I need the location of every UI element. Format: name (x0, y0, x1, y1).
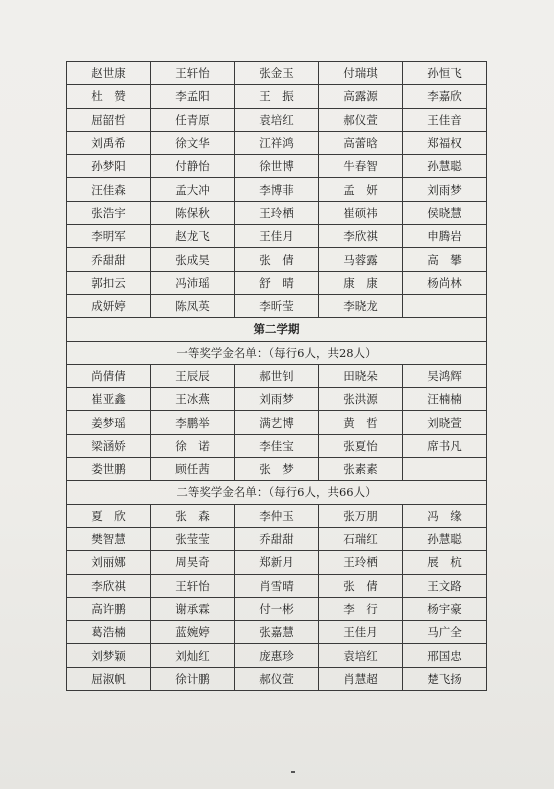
table-cell: 刘禹希 (67, 131, 151, 154)
table-cell: 高 攀 (403, 248, 487, 271)
table-cell: 王辰辰 (151, 364, 235, 387)
table-cell: 付一彬 (235, 597, 319, 620)
table-cell: 牛春智 (319, 155, 403, 178)
table-cell: 王轩怡 (151, 574, 235, 597)
table-cell: 刘灿红 (151, 644, 235, 667)
table-cell: 葛浩楠 (67, 621, 151, 644)
table-cell: 郝仪萱 (235, 667, 319, 690)
table-row (67, 271, 487, 294)
table-cell: 江祥鸿 (235, 131, 319, 154)
list-heading-row (67, 481, 487, 504)
table-cell: 高露源 (319, 85, 403, 108)
table-row (67, 294, 487, 317)
table-cell: 侯晓慧 (403, 201, 487, 224)
table-cell: 孟大冲 (151, 178, 235, 201)
table-row (67, 155, 487, 178)
table-cell: 袁培红 (319, 644, 403, 667)
table-row (67, 574, 487, 597)
table-cell: 汪楠楠 (403, 388, 487, 411)
table-cell: 李欣祺 (319, 225, 403, 248)
table-cell: 王 振 (235, 85, 319, 108)
table-cell: 王玲栖 (235, 201, 319, 224)
table-cell: 陈凤英 (151, 294, 235, 317)
table-cell: 杨尚林 (403, 271, 487, 294)
table-cell: 李晓龙 (319, 294, 403, 317)
table-cell: 任青原 (151, 108, 235, 131)
table-cell: 李仲玉 (235, 504, 319, 527)
table-row (67, 178, 487, 201)
table-cell: 肖雪晴 (235, 574, 319, 597)
table-cell: 袁培红 (235, 108, 319, 131)
table-cell: 石瑞红 (319, 527, 403, 550)
table-cell: 郑福权 (403, 131, 487, 154)
table-cell (403, 294, 487, 317)
table-cell: 李明军 (67, 225, 151, 248)
table-cell: 乔甜甜 (67, 248, 151, 271)
table-cell: 夏 欣 (67, 504, 151, 527)
table-cell: 孟 妍 (319, 178, 403, 201)
table-cell: 赵世康 (67, 62, 151, 85)
table-cell: 孙梦阳 (67, 155, 151, 178)
table-cell: 李佳宝 (235, 434, 319, 457)
table-cell: 崔硕祎 (319, 201, 403, 224)
table-cell: 展 杭 (403, 551, 487, 574)
table-cell: 张金玉 (235, 62, 319, 85)
table-cell: 肖慧超 (319, 667, 403, 690)
table-cell: 舒 晴 (235, 271, 319, 294)
table-cell: 张洪源 (319, 388, 403, 411)
table-cell: 谢承霖 (151, 597, 235, 620)
table-cell: 王佳音 (403, 108, 487, 131)
list-heading: 二等奖学金名单：（每行6人，共66人） (67, 481, 487, 504)
table-cell: 徐世博 (235, 155, 319, 178)
table-cell: 成妍婷 (67, 294, 151, 317)
table-cell: 周昊奇 (151, 551, 235, 574)
table-cell: 刘梦颖 (67, 644, 151, 667)
table-cell: 刘晓萱 (403, 411, 487, 434)
section-title-row (67, 318, 487, 341)
table-cell: 李博菲 (235, 178, 319, 201)
table-cell: 高蕾晗 (319, 131, 403, 154)
table-cell: 庞惠珍 (235, 644, 319, 667)
table-cell: 张 倩 (319, 574, 403, 597)
table-cell: 崔亚鑫 (67, 388, 151, 411)
table-row (67, 621, 487, 644)
table-cell: 康 康 (319, 271, 403, 294)
table-cell: 张莹莹 (151, 527, 235, 550)
table-cell: 蓝婉婷 (151, 621, 235, 644)
table-cell: 张 梦 (235, 458, 319, 481)
table-cell: 孙恒飞 (403, 62, 487, 85)
table-cell: 姜梦瑶 (67, 411, 151, 434)
table-cell: 尚倩倩 (67, 364, 151, 387)
table-cell: 顾任茜 (151, 458, 235, 481)
table-cell: 李 行 (319, 597, 403, 620)
table-row (67, 411, 487, 434)
table-cell: 张夏怡 (319, 434, 403, 457)
scholarship-table (66, 61, 487, 691)
table-cell: 娄世鹏 (67, 458, 151, 481)
table-cell: 王佳月 (235, 225, 319, 248)
table-cell: 刘雨梦 (403, 178, 487, 201)
table-cell: 张 森 (151, 504, 235, 527)
table-cell: 冯沛瑶 (151, 271, 235, 294)
table-cell: 李孟阳 (151, 85, 235, 108)
table-cell: 赵龙飞 (151, 225, 235, 248)
table-cell: 王文路 (403, 574, 487, 597)
table-cell: 冯 缘 (403, 504, 487, 527)
table-cell: 徐文华 (151, 131, 235, 154)
table-cell: 屈淑帆 (67, 667, 151, 690)
table-cell: 王玲栖 (319, 551, 403, 574)
table-cell: 张成昊 (151, 248, 235, 271)
table-row (67, 248, 487, 271)
table-cell: 席书凡 (403, 434, 487, 457)
table-cell: 李嘉欣 (403, 85, 487, 108)
table-cell: 郑新月 (235, 551, 319, 574)
table-cell: 刘雨梦 (235, 388, 319, 411)
table-cell: 乔甜甜 (235, 527, 319, 550)
table-cell: 田晓朵 (319, 364, 403, 387)
list-heading: 一等奖学金名单：（每行6人，共28人） (67, 341, 487, 364)
section-title: 第二学期 (67, 318, 487, 341)
table-row (67, 551, 487, 574)
table-cell: 满艺博 (235, 411, 319, 434)
table-row (67, 131, 487, 154)
table-cell (403, 458, 487, 481)
table-cell: 付静怡 (151, 155, 235, 178)
table-cell: 刘丽娜 (67, 551, 151, 574)
page-footer-mark (291, 771, 295, 773)
table-cell: 张素素 (319, 458, 403, 481)
table-cell: 孙慧聪 (403, 155, 487, 178)
table-cell: 邢国忠 (403, 644, 487, 667)
table-cell: 陈保秋 (151, 201, 235, 224)
table-cell: 张万朋 (319, 504, 403, 527)
table-cell: 樊智慧 (67, 527, 151, 550)
table-body (67, 62, 487, 691)
table-cell: 王佳月 (319, 621, 403, 644)
table-row (67, 667, 487, 690)
table-row (67, 597, 487, 620)
table-cell: 郭扣云 (67, 271, 151, 294)
table-cell: 王轩怡 (151, 62, 235, 85)
table-row (67, 434, 487, 457)
table-cell: 黄 哲 (319, 411, 403, 434)
table-cell: 汪佳森 (67, 178, 151, 201)
table-row (67, 85, 487, 108)
table-row (67, 225, 487, 248)
table-row (67, 504, 487, 527)
table-cell: 梁涵娇 (67, 434, 151, 457)
table-row (67, 201, 487, 224)
table-row (67, 388, 487, 411)
table-row (67, 644, 487, 667)
list-heading-row (67, 341, 487, 364)
table-cell: 徐 诺 (151, 434, 235, 457)
table-row (67, 364, 487, 387)
table-cell: 杜 赞 (67, 85, 151, 108)
table-cell: 李昕莹 (235, 294, 319, 317)
table-cell: 郝世钊 (235, 364, 319, 387)
table-row (67, 458, 487, 481)
table-cell: 杨宇豪 (403, 597, 487, 620)
table-cell: 楚飞扬 (403, 667, 487, 690)
table-cell: 申腾岩 (403, 225, 487, 248)
table-cell: 李欣祺 (67, 574, 151, 597)
table-cell: 高许鹏 (67, 597, 151, 620)
table-row (67, 62, 487, 85)
table-cell: 屈韶哲 (67, 108, 151, 131)
table-cell: 张浩宇 (67, 201, 151, 224)
table-cell: 马广全 (403, 621, 487, 644)
table-row (67, 527, 487, 550)
table-cell: 张嘉慧 (235, 621, 319, 644)
table-cell: 郝仪萱 (319, 108, 403, 131)
table-cell: 马蓉露 (319, 248, 403, 271)
table-cell: 李鹏举 (151, 411, 235, 434)
table-cell: 张 倩 (235, 248, 319, 271)
table-cell: 吴鸿辉 (403, 364, 487, 387)
table-cell: 徐计鹏 (151, 667, 235, 690)
table-cell: 王冰燕 (151, 388, 235, 411)
table-cell: 付瑞琪 (319, 62, 403, 85)
table-row (67, 108, 487, 131)
table-cell: 孙慧聪 (403, 527, 487, 550)
